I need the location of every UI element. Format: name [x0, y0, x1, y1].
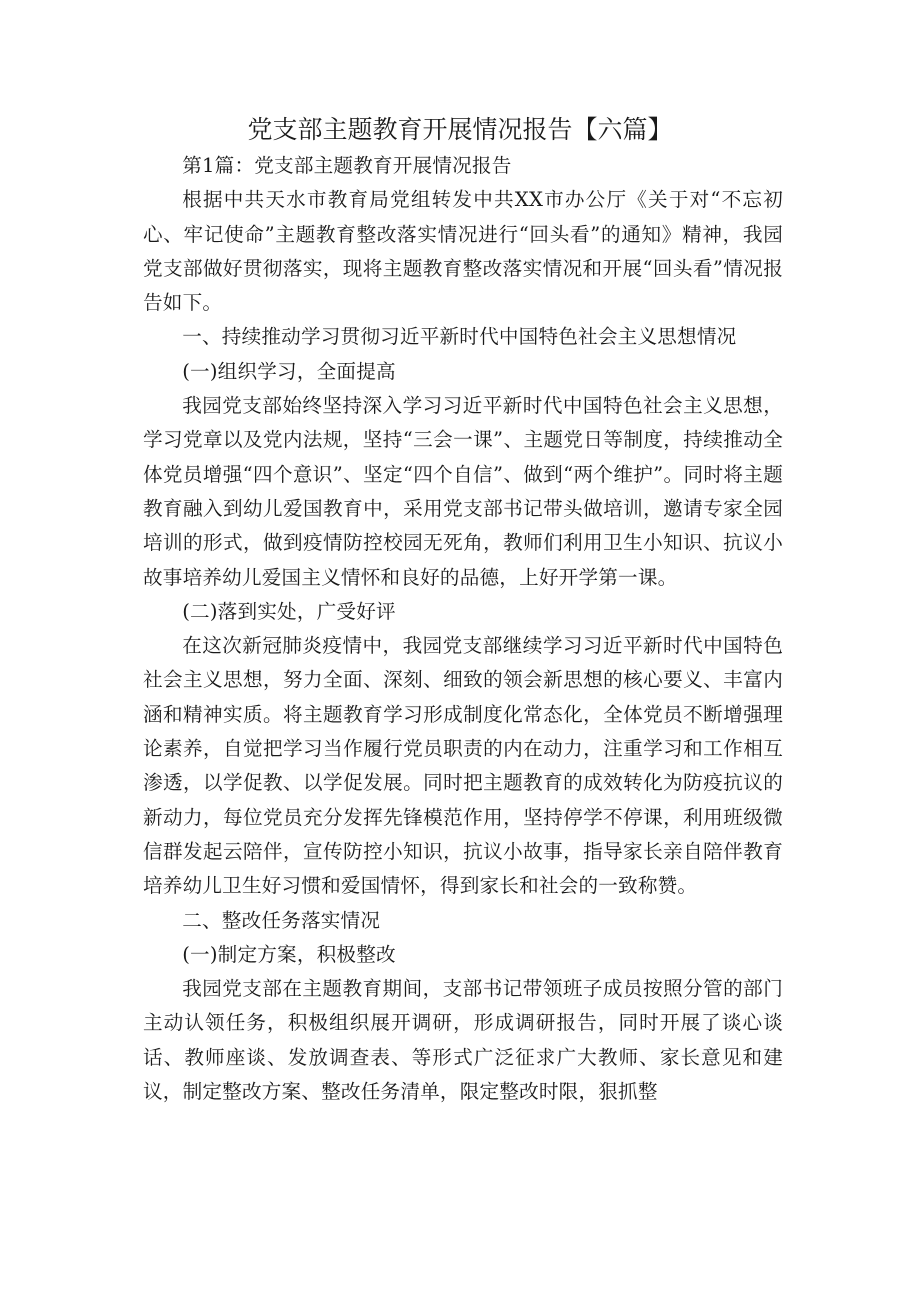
intro-paragraph: 根据中共天水市教育局党组转发中共XX市办公厅《关于对“不忘初心、牢记使命”主题教育整改落实情况进行“回头看”的通知》精神，我园党支部做好贯彻落实，现将主题教育整改落实情况和开展“回头看”情况报告如下。 — [143, 188, 783, 315]
document-body — [143, 149, 783, 1109]
body-paragraph: 我园党支部在主题教育期间，支部书记带领班子成员按照分管的部门主动认领任务，积极组织展开调研，形成调研报告，同时开展了谈心谈话、教师座谈、发放调查表、等形式广泛征求广大教师、家长意见和建议，制定整改方案、整改任务清单，限定整改时限，狠抓整 — [143, 977, 783, 1104]
document-title: 党支部主题教育开展情况报告【六篇】 — [247, 115, 673, 144]
article-heading: 第1篇：党支部主题教育开展情况报告 — [182, 154, 512, 177]
section-heading-2: 二、整改任务落实情况 — [182, 908, 381, 932]
body-paragraph: 在这次新冠肺炎疫情中，我园党支部继续学习习近平新时代中国特色社会主义思想，努力全面、深刻、细致的领会新思想的核心要义、丰富内涵和精神实质。将主题教育学习形成制度化常态化，全体党员不断增强理论素养，自觉把学习当作履行党员职责的内在动力，注重学习和工作相互渗透，以学促教、以学促发展。同时把主题教育的成效转化为防疫抗议的新动力，每位党员充分发挥先锋模范作用，坚持停学不停课，利用班级微信群发起云陪伴，宣传防控小知识，抗议小故事，指导家长亲自陪伴教育培养幼儿卫生好习惯和爱国情怀，得到家长和社会的一致称赞。 — [143, 634, 783, 898]
section-heading-1: 一、持续推动学习贯彻习近平新时代中国特色社会主义思想情况 — [182, 325, 737, 349]
subsection-heading-1-2: (二)落到实处，广受好评 — [182, 599, 396, 623]
subsection-heading-1-1: (一)组织学习，全面提高 — [182, 359, 396, 383]
body-paragraph: 我园党支部始终坚持深入学习习近平新时代中国特色社会主义思想，学习党章以及党内法规，坚持“三会一课”、主题党日等制度，持续推动全体党员增强“四个意识”、坚定“四个自信”、做到“两个维护”。同时将主题教育融入到幼儿爱国教育中，采用党支部书记带头做培训，邀请专家全园培训的形式，做到疫情防控校园无死角，教师们利用卫生小知识、抗议小故事培养幼儿爱国主义情怀和良好的品德，上好开学第一课。 — [143, 394, 783, 589]
subsection-heading-2-1: (一)制定方案，积极整改 — [182, 942, 396, 966]
